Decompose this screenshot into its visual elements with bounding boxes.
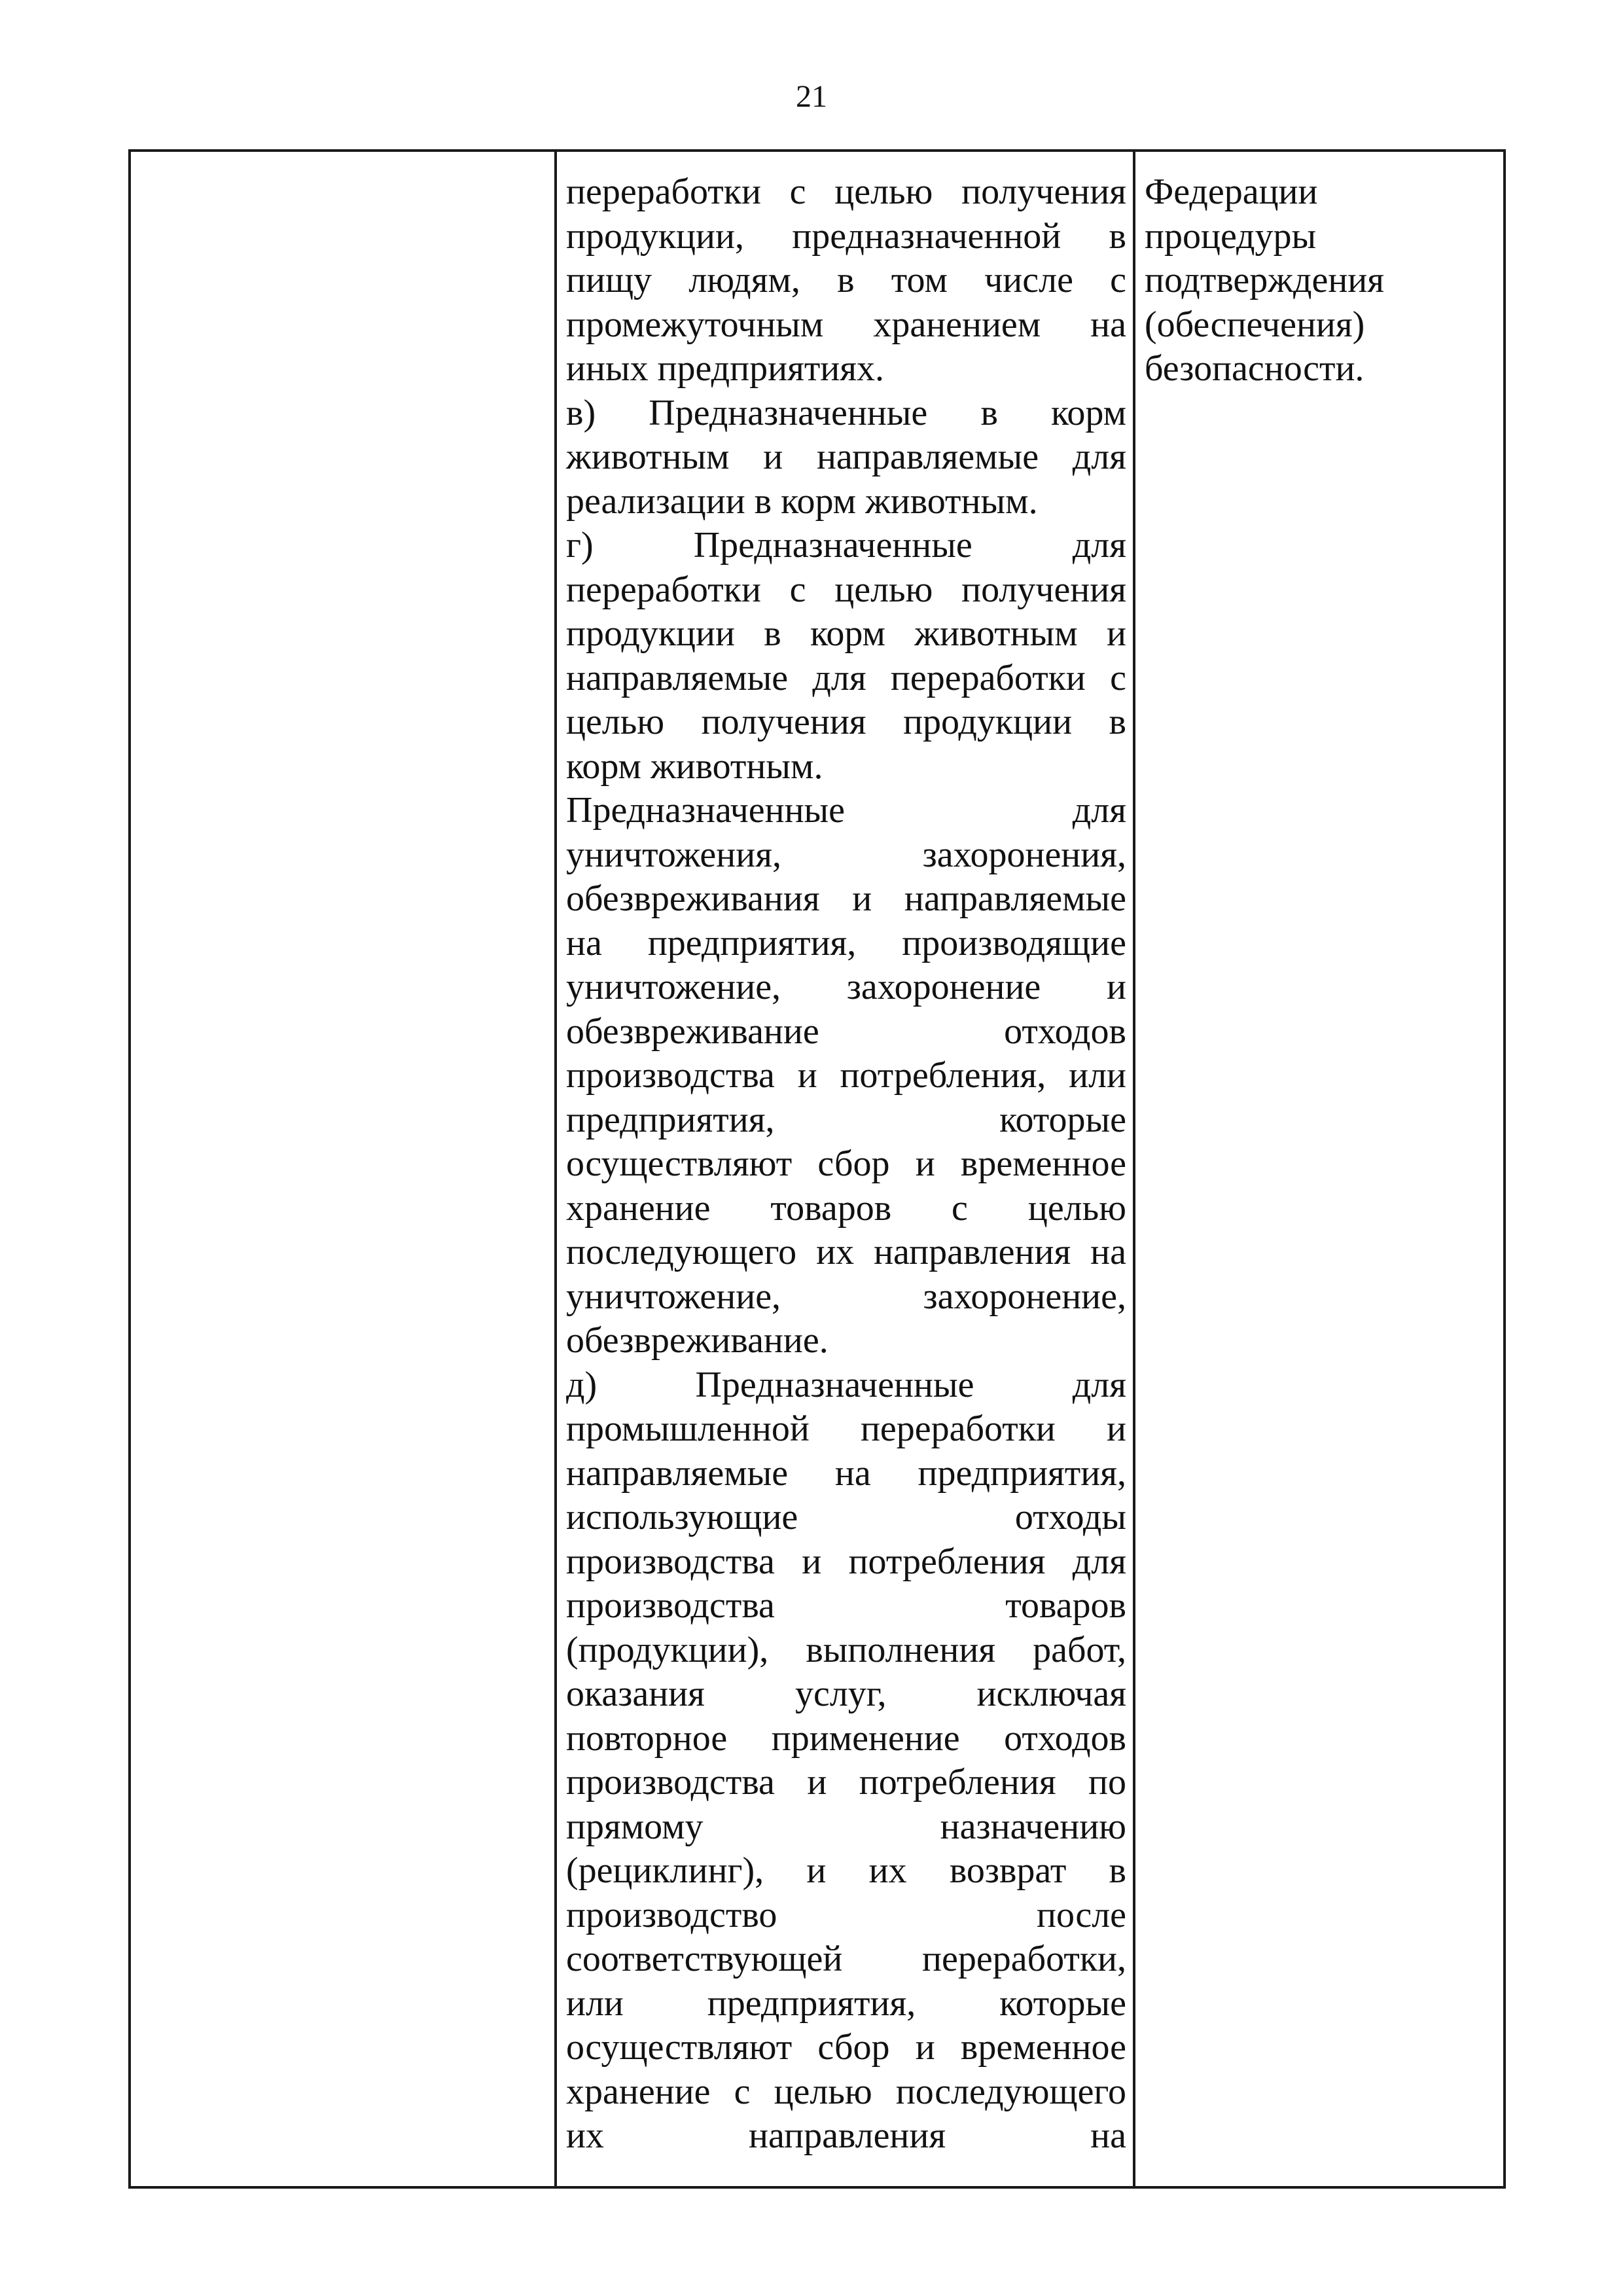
- text-line: на предприятия, производящие: [566, 922, 1126, 963]
- text-line: обезвреживание отходов: [566, 1011, 1126, 1052]
- text-line: уничтожение, захоронение и: [566, 967, 1126, 1007]
- text-line: иных предприятиях.: [566, 348, 885, 389]
- text-line: животным и направляемые для: [566, 437, 1126, 477]
- text-line: производства и потребления по: [566, 1762, 1126, 1803]
- text-line: хранение товаров с целью: [566, 1187, 1126, 1229]
- text-line: (продукции), выполнения работ,: [566, 1629, 1126, 1670]
- table-cell-product-purposes: [556, 151, 1134, 2187]
- text-line: Федерации: [1145, 171, 1318, 212]
- text-line: направляемые на предприятия,: [566, 1452, 1126, 1494]
- table-cell-empty: [130, 151, 556, 2187]
- text-line: продукции в корм животным и: [566, 613, 1126, 654]
- document-table: [128, 149, 1506, 2189]
- text-line: г) Предназначенные для: [566, 525, 1126, 565]
- text-line: использующие отходы: [566, 1497, 1126, 1537]
- text-line: их направления на: [566, 2115, 1126, 2156]
- text-line: соответствующей переработки,: [566, 1939, 1126, 1979]
- text-line: осуществляют сбор и временное: [566, 1143, 1126, 1184]
- text-line: производства и потребления, или: [566, 1055, 1126, 1096]
- text-line: обезвреживания и направляемые: [566, 878, 1126, 919]
- text-line: подтверждения: [1145, 260, 1385, 300]
- text-line: осуществляют сбор и временное: [566, 2027, 1126, 2068]
- text-line: или предприятия, которые: [566, 1982, 1126, 2024]
- text-line: промышленной переработки и: [566, 1408, 1126, 1449]
- table-cell-safety-procedures: [1134, 151, 1505, 2187]
- text-line: реализации в корм животным.: [566, 480, 1038, 522]
- text-line: хранение с целью последующего: [566, 2071, 1126, 2112]
- text-line: безопасности.: [1145, 348, 1364, 389]
- text-line: Предназначенные для: [566, 790, 1126, 831]
- text-line: направляемые для переработки с: [566, 657, 1126, 698]
- page-number: 21: [796, 79, 827, 114]
- text-line: пищу людям, в том числе с: [566, 260, 1126, 300]
- text-line: предприятия, которые: [566, 1099, 1126, 1140]
- text-line: прямому назначению: [566, 1806, 1126, 1847]
- text-line: в) Предназначенные в корм: [566, 392, 1126, 433]
- text-line: промежуточным хранением на: [566, 304, 1126, 345]
- purposes-text: [557, 152, 1133, 2159]
- text-line: производства и потребления для: [566, 1541, 1126, 1582]
- text-line: обезвреживание.: [566, 1320, 829, 1361]
- text-line: последующего их направления на: [566, 1232, 1126, 1272]
- safety-procedures-text: [1135, 152, 1503, 391]
- text-line: целью получения продукции в: [566, 702, 1126, 742]
- text-line: д) Предназначенные для: [566, 1364, 1126, 1405]
- text-line: продукции, предназначенной в: [566, 215, 1126, 257]
- table-row: [130, 151, 1505, 2187]
- text-line: процедуры: [1145, 215, 1317, 257]
- text-line: повторное применение отходов: [566, 1717, 1126, 1759]
- text-line: корм животным.: [566, 745, 823, 787]
- text-line: (рециклинг), и их возврат в: [566, 1850, 1126, 1891]
- text-line: уничтожение, захоронение,: [566, 1276, 1126, 1317]
- text-line: переработки с целью получения: [566, 569, 1126, 610]
- text-line: переработки с целью получения: [566, 171, 1126, 212]
- text-line: уничтожения, захоронения,: [566, 834, 1126, 875]
- text-line: оказания услуг, исключая: [566, 1674, 1126, 1714]
- text-line: (обеспечения): [1145, 304, 1365, 345]
- text-line: производства товаров: [566, 1585, 1126, 1626]
- text-line: производство после: [566, 1894, 1126, 1935]
